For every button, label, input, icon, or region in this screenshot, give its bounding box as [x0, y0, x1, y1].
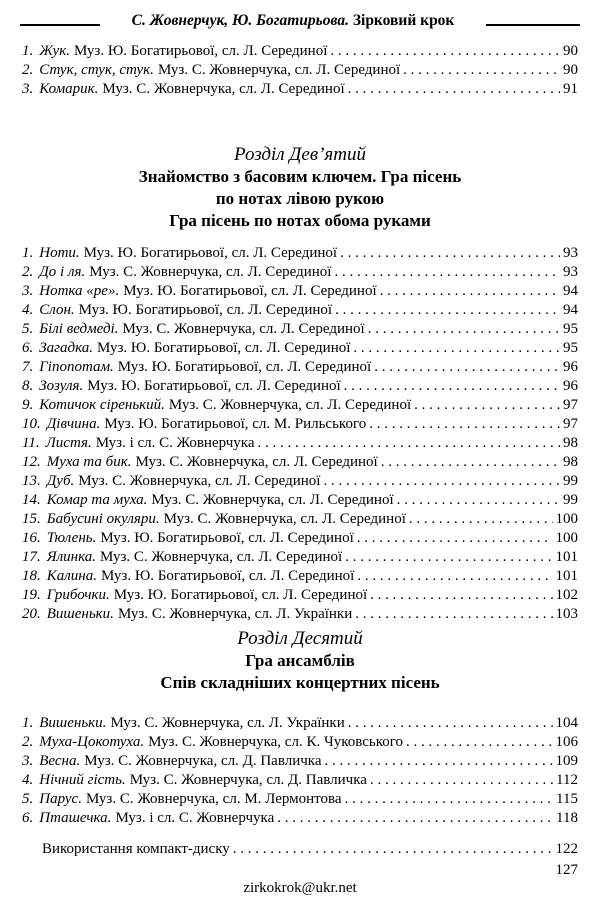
toc-song-title: Нічний гість.: [39, 772, 126, 788]
leader-dots: [334, 263, 560, 282]
toc-row: [22, 244, 578, 263]
leader-dots: [353, 339, 560, 358]
section-10-subtitle-1: Гра ансамблів: [245, 651, 355, 670]
section-9-subtitle-2: по нотах лівою рукою: [215, 189, 385, 208]
toc-row: [22, 529, 578, 548]
toc-page-number: 99: [563, 473, 578, 489]
toc-number: 8.: [22, 378, 34, 394]
toc-number: 2.: [22, 734, 34, 750]
toc-number: 1.: [22, 43, 34, 59]
toc-number: 1.: [22, 245, 34, 261]
leader-dots: [369, 415, 560, 434]
toc-song-title: Бабусині окуляри.: [46, 511, 160, 527]
toc-page-number: 97: [563, 416, 578, 432]
section-10-subtitle-2: Спів складніших концертних пісень: [160, 673, 440, 692]
toc-page-number: 101: [555, 568, 578, 584]
toc-credits: Муз. Ю. Богатирьової, сл. Л. Серединої: [117, 359, 372, 375]
leader-dots: [370, 586, 552, 605]
toc-page-number: 112: [556, 772, 578, 788]
toc-number: 16.: [22, 530, 41, 546]
toc-credits: Муз. і сл. С. Жовнерчука: [115, 810, 275, 826]
toc-page-number: 115: [556, 791, 578, 807]
toc-page-number: 95: [563, 340, 578, 356]
section-9-subtitle-3: Гра пісень по нотах обома руками: [169, 211, 431, 230]
toc-row: [22, 320, 578, 339]
toc-song-title: Гіпопотам.: [39, 359, 114, 375]
toc-credits: Муз. С. Жовнерчука, сл. Л. Серединої: [99, 549, 343, 565]
toc-page-number: 104: [555, 715, 578, 731]
toc-row: [22, 771, 578, 790]
leader-dots: [348, 714, 553, 733]
toc-number: 13.: [22, 473, 41, 489]
toc-row: [22, 358, 578, 377]
toc-number: 1.: [22, 715, 34, 731]
toc-song-title: Калина.: [46, 568, 97, 584]
toc-row: [22, 263, 578, 282]
toc-song-title: Білі ведмеді.: [39, 321, 119, 337]
toc-credits: Муз. Ю. Богатирьової, сл. Л. Серединої: [83, 245, 338, 261]
toc-row: [22, 42, 578, 61]
toc-number: 10.: [22, 416, 41, 432]
cd-usage-page: 122: [555, 841, 578, 857]
toc-song-title: Ялинка.: [46, 549, 96, 565]
leader-dots: [368, 320, 560, 339]
toc-list-section-10: [22, 714, 578, 828]
toc-number: 19.: [22, 587, 41, 603]
toc-credits: Муз. С. Жовнерчука, сл. Л. Серединої: [151, 492, 394, 508]
toc-page-number: 106: [555, 734, 578, 750]
page-number: 127: [555, 862, 578, 878]
toc-number: 3.: [22, 81, 34, 97]
toc-page-number: 90: [563, 62, 578, 78]
toc-song-title: До і ля.: [39, 264, 86, 280]
toc-credits: Муз. С. Жовнерчука, сл. Л. Серединої: [78, 473, 321, 489]
leader-dots: [357, 567, 552, 586]
toc-song-title: Муха та бик.: [46, 454, 132, 470]
toc-number: 3.: [22, 283, 34, 299]
toc-number: 15.: [22, 511, 41, 527]
toc-row: [22, 586, 578, 605]
toc-song-title: Нотка «ре».: [39, 283, 120, 299]
toc-song-title: Слон.: [39, 302, 75, 318]
toc-song-title: Парус.: [39, 791, 82, 807]
section-9-subtitle-1: Знайомство з басовим ключем. Гра пісень: [138, 167, 462, 186]
toc-row: [22, 472, 578, 491]
toc-row: [22, 415, 578, 434]
toc-number: 14.: [22, 492, 41, 508]
toc-credits: Муз. Ю. Богатирьової, сл. М. Рильського: [104, 416, 367, 432]
toc-number: 3.: [22, 753, 34, 769]
toc-credits: Муз. С. Жовнерчука, сл. К. Чуковського: [148, 734, 404, 750]
leader-dots: [325, 752, 553, 771]
leader-dots: [403, 61, 560, 80]
toc-row: [22, 752, 578, 771]
toc-row: [22, 567, 578, 586]
toc-row: [22, 339, 578, 358]
leader-dots: [355, 605, 552, 624]
toc-song-title: Комар та муха.: [46, 492, 148, 508]
running-header: [20, 12, 580, 36]
toc-page-number: 102: [555, 587, 578, 603]
toc-song-title: Пташечка.: [39, 810, 112, 826]
leader-dots: [374, 358, 560, 377]
toc-page-number: 118: [556, 810, 578, 826]
toc-row: [22, 301, 578, 320]
toc-number: 17.: [22, 549, 41, 565]
toc-credits: Муз. С. Жовнерчука, сл. Л. Серединої: [122, 321, 365, 337]
toc-song-title: Зозуля.: [39, 378, 84, 394]
toc-song-title: Жук.: [39, 43, 70, 59]
toc-credits: Муз. Ю. Богатирьової, сл. Л. Серединої: [97, 340, 351, 356]
leader-dots: [277, 809, 553, 828]
toc-credits: Муз. Ю. Богатирьової, сл. Л. Серединої: [87, 378, 341, 394]
header-rule-right: [486, 24, 580, 26]
header-book-title: Зірковий крок: [352, 12, 455, 29]
toc-row: [22, 790, 578, 809]
toc-credits: Муз. Ю. Богатирьової, сл. Л. Серединої: [123, 283, 377, 299]
toc-page-number: 91: [563, 81, 578, 97]
toc-page-number: 94: [563, 283, 578, 299]
leader-dots: [335, 301, 560, 320]
toc-song-title: Загадка.: [39, 340, 94, 356]
leader-dots: [380, 282, 560, 301]
section-9-heading: [0, 144, 600, 232]
toc-credits: Муз. Ю. Богатирьової, сл. Л. Серединої: [78, 302, 333, 318]
leader-dots: [414, 396, 560, 415]
toc-list-section-8: [22, 42, 578, 99]
toc-row: [22, 809, 578, 828]
toc-row: [22, 434, 578, 453]
toc-credits: Муз. Ю. Богатирьової, сл. Л. Серединої: [100, 568, 355, 584]
contact-email: zirkokrok@ukr.net: [243, 880, 357, 896]
toc-song-title: Грибочки.: [46, 587, 110, 603]
toc-song-title: Ноти.: [39, 245, 80, 261]
toc-credits: Муз. Ю. Богатирьової, сл. Л. Серединої: [73, 43, 328, 59]
toc-song-title: Муха-Цокотуха.: [39, 734, 145, 750]
toc-number: 20.: [22, 606, 41, 622]
toc-credits: Муз. Ю. Богатирьової, сл. Л. Серединої: [100, 530, 354, 546]
toc-number: 11.: [22, 435, 40, 451]
leader-dots: [370, 771, 553, 790]
leader-dots: [344, 377, 560, 396]
toc-page-number: 94: [563, 302, 578, 318]
toc-list-section-9: [22, 244, 578, 624]
toc-row: [22, 61, 578, 80]
toc-row: [22, 80, 578, 99]
toc-number: 5.: [22, 791, 34, 807]
toc-row: [22, 282, 578, 301]
toc-row: [22, 714, 578, 733]
leader-dots: [357, 529, 553, 548]
toc-page-number: 93: [563, 264, 578, 280]
toc-page-number: 97: [563, 397, 578, 413]
leader-dots: [345, 548, 552, 567]
leader-dots: [348, 80, 560, 99]
toc-page-number: 103: [555, 606, 578, 622]
leader-dots: [233, 840, 553, 859]
toc-credits: Муз. С. Жовнерчука, сл. М. Лермонтова: [85, 791, 342, 807]
toc-number: 2.: [22, 62, 34, 78]
toc-page-number: 100: [555, 511, 578, 527]
toc-credits: Муз. Ю. Богатирьової, сл. Л. Серединої: [113, 587, 368, 603]
toc-number: 7.: [22, 359, 34, 375]
toc-credits: Муз. С. Жовнерчука, сл. Д. Павличка: [129, 772, 367, 788]
toc-song-title: Стук, стук, стук.: [39, 62, 154, 78]
toc-page-number: 96: [563, 359, 578, 375]
toc-page-number: 96: [563, 378, 578, 394]
toc-page-number: 95: [563, 321, 578, 337]
toc-song-title: Листя.: [45, 435, 92, 451]
leader-dots: [406, 733, 552, 752]
toc-song-title: Вишеньки.: [46, 606, 114, 622]
section-10-title: Розділ Десятий: [237, 628, 363, 649]
leader-dots: [345, 790, 553, 809]
toc-row: [22, 377, 578, 396]
toc-row: [22, 491, 578, 510]
toc-page-number: 99: [563, 492, 578, 508]
header-authors: С. Жовнерчук, Ю. Богатирьова.: [131, 12, 349, 29]
toc-credits: Муз. С. Жовнерчука, сл. Л. Серединої: [163, 511, 406, 527]
toc-row: [22, 605, 578, 624]
toc-song-title: Весна.: [39, 753, 81, 769]
header-rule-left: [20, 24, 100, 26]
toc-credits: Муз. і сл. С. Жовнерчука: [95, 435, 255, 451]
toc-page-number: 98: [563, 454, 578, 470]
toc-row: [22, 453, 578, 472]
toc-song-title: Вишеньки.: [39, 715, 107, 731]
leader-dots: [323, 472, 560, 491]
toc-credits: Муз. С. Жовнерчука, сл. Л. Українки: [117, 606, 353, 622]
toc-credits: Муз. С. Жовнерчука, сл. Л. Серединої: [102, 81, 345, 97]
toc-number: 9.: [22, 397, 34, 413]
section-10-heading: [0, 628, 600, 694]
toc-number: 5.: [22, 321, 34, 337]
toc-row: [22, 396, 578, 415]
toc-credits: Муз. С. Жовнерчука, сл. Л. Серединої: [135, 454, 378, 470]
toc-page-number: 100: [555, 530, 578, 546]
toc-credits: Муз. С. Жовнерчука, сл. Д. Павличка: [84, 753, 322, 769]
leader-dots: [340, 244, 560, 263]
toc-number: 4.: [22, 302, 34, 318]
toc-song-title: Комарик.: [39, 81, 99, 97]
toc-song-title: Котичок сіренький.: [39, 397, 165, 413]
toc-song-title: Дівчина.: [46, 416, 101, 432]
toc-number: 6.: [22, 340, 34, 356]
toc-credits: Муз. С. Жовнерчука, сл. Л. Українки: [110, 715, 345, 731]
leader-dots: [409, 510, 553, 529]
header-text: [104, 12, 482, 30]
leader-dots: [397, 491, 560, 510]
toc-song-title: Дуб.: [46, 473, 75, 489]
section-9-title: Розділ Дев’ятий: [234, 144, 366, 165]
toc-row: [22, 510, 578, 529]
toc-page-number: 93: [563, 245, 578, 261]
toc-number: 4.: [22, 772, 34, 788]
toc-number: 6.: [22, 810, 34, 826]
toc-credits: Муз. С. Жовнерчука, сл. Л. Серединої: [168, 397, 412, 413]
toc-page-number: 90: [563, 43, 578, 59]
cd-usage-entry: [42, 840, 578, 859]
leader-dots: [381, 453, 560, 472]
toc-row: [22, 548, 578, 567]
toc-number: 2.: [22, 264, 34, 280]
toc-song-title: Тюлень.: [46, 530, 97, 546]
toc-number: 12.: [22, 454, 41, 470]
toc-page-number: 109: [555, 753, 578, 769]
leader-dots: [258, 434, 561, 453]
toc-credits: Муз. С. Жовнерчука, сл. Л. Серединої: [157, 62, 401, 78]
toc-number: 18.: [22, 568, 41, 584]
toc-credits: Муз. С. Жовнерчука, сл. Л. Серединої: [89, 264, 332, 280]
toc-page-number: 101: [555, 549, 578, 565]
toc-page-number: 98: [563, 435, 578, 451]
leader-dots: [330, 42, 560, 61]
toc-row: [22, 733, 578, 752]
cd-usage-label: Використання компакт-диску: [42, 841, 230, 857]
